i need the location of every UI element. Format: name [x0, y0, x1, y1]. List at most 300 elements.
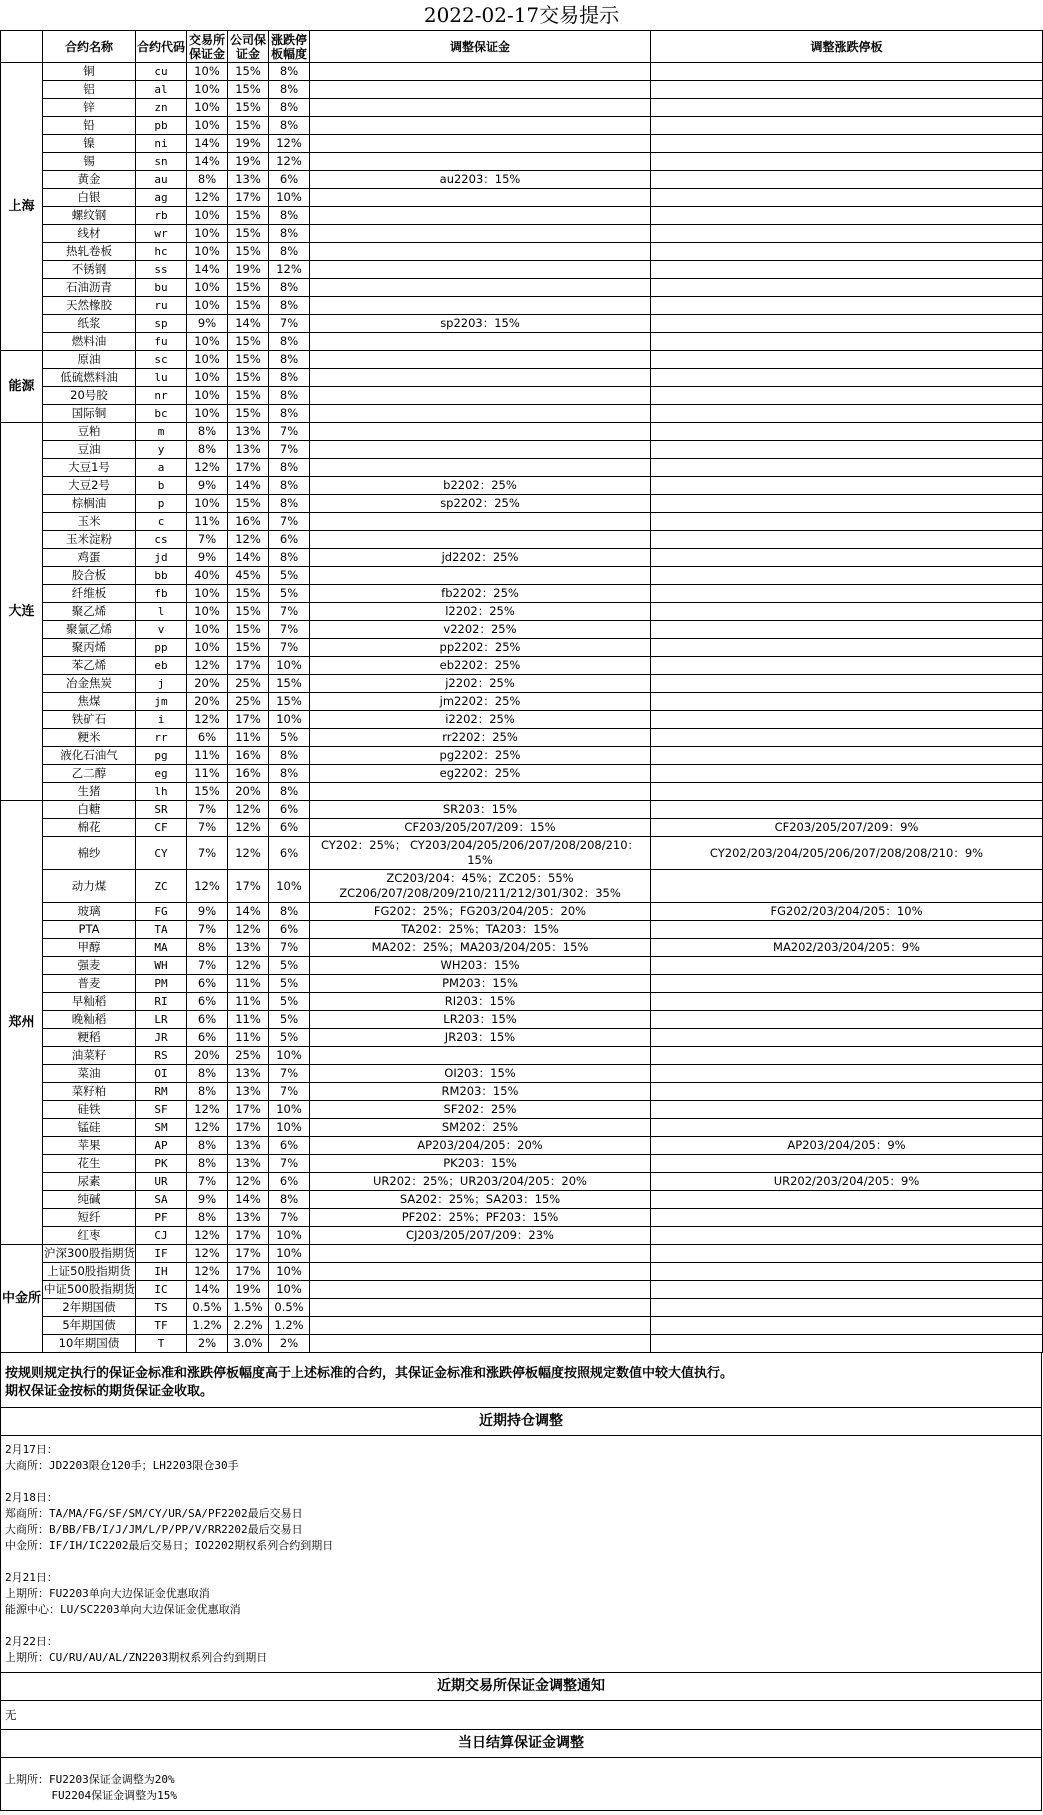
table-row — [1, 279, 1043, 297]
adjust-margin-cell — [310, 225, 651, 243]
contract-name-cell: 聚丙烯 — [43, 639, 136, 657]
table-row — [1, 1101, 1043, 1119]
exchange-margin-cell: 9% — [187, 315, 228, 333]
contract-code-cell: TF — [136, 1317, 187, 1335]
table-row — [1, 1281, 1043, 1299]
adjust-limit-cell — [651, 765, 1043, 783]
contract-code-cell: PK — [136, 1155, 187, 1173]
adjust-limit-cell — [651, 1281, 1043, 1299]
company-margin-cell: 45% — [228, 567, 269, 585]
position-adjust-date: 2月17日： — [5, 1443, 58, 1456]
limit-range-cell: 0.5% — [269, 1299, 310, 1317]
exchange-margin-cell: 12% — [187, 1263, 228, 1281]
table-row — [1, 387, 1043, 405]
exchange-margin-cell: 10% — [187, 369, 228, 387]
limit-range-cell: 8% — [269, 297, 310, 315]
position-adjust-title: 近期持仓调整 — [1, 1408, 1041, 1436]
contract-code-cell: sp — [136, 315, 187, 333]
contract-code-cell: hc — [136, 243, 187, 261]
adjust-limit-cell — [651, 1335, 1043, 1353]
limit-range-cell: 8% — [269, 279, 310, 297]
limit-range-cell: 8% — [269, 459, 310, 477]
contract-name-cell: 苯乙烯 — [43, 657, 136, 675]
contract-name-cell: 甲醇 — [43, 939, 136, 957]
contract-code-cell: FG — [136, 903, 187, 921]
adjust-margin-cell: PK203：15% — [310, 1155, 651, 1173]
adjust-margin-cell — [310, 333, 651, 351]
adjust-limit-cell: MA202/203/204/205：9% — [651, 939, 1043, 957]
contract-code-cell: IF — [136, 1245, 187, 1263]
adjust-limit-cell — [651, 1155, 1043, 1173]
limit-range-cell: 6% — [269, 1137, 310, 1155]
exchange-margin-cell: 12% — [187, 1101, 228, 1119]
company-margin-cell: 15% — [228, 621, 269, 639]
company-margin-cell: 2.2% — [228, 1317, 269, 1335]
contract-name-cell: 硅铁 — [43, 1101, 136, 1119]
company-margin-cell: 13% — [228, 423, 269, 441]
adjust-margin-cell — [310, 135, 651, 153]
adjust-margin-cell — [310, 405, 651, 423]
company-margin-cell: 15% — [228, 351, 269, 369]
adjust-limit-cell — [651, 747, 1043, 765]
contract-name-cell: 大豆2号 — [43, 477, 136, 495]
limit-range-cell: 5% — [269, 1011, 310, 1029]
adjust-limit-cell: FG202/203/204/205：10% — [651, 903, 1043, 921]
limit-range-cell: 8% — [269, 477, 310, 495]
adjust-margin-cell: fb2202：25% — [310, 585, 651, 603]
contract-name-cell: 石油沥青 — [43, 279, 136, 297]
table-row — [1, 747, 1043, 765]
exchange-margin-cell: 0.5% — [187, 1299, 228, 1317]
contract-code-cell: bb — [136, 567, 187, 585]
company-margin-cell: 13% — [228, 1083, 269, 1101]
adjust-limit-cell — [651, 993, 1043, 1011]
position-adjust-line: 大商所：JD2203限仓120手；LH2203限仓30手 — [5, 1459, 239, 1472]
company-margin-cell: 12% — [228, 1173, 269, 1191]
company-margin-cell: 15% — [228, 297, 269, 315]
company-margin-cell: 17% — [228, 189, 269, 207]
limit-range-cell: 5% — [269, 957, 310, 975]
limit-range-cell: 8% — [269, 369, 310, 387]
contract-code-cell: v — [136, 621, 187, 639]
adjust-margin-cell: TA202：25%；TA203：15% — [310, 921, 651, 939]
table-row — [1, 153, 1043, 171]
limit-range-cell: 8% — [269, 351, 310, 369]
contract-name-cell: 苹果 — [43, 1137, 136, 1155]
position-adjust-date: 2月18日： — [5, 1491, 58, 1504]
exchange-margin-cell: 14% — [187, 153, 228, 171]
table-body — [1, 63, 1043, 1353]
limit-range-cell: 6% — [269, 837, 310, 870]
contract-code-cell: i — [136, 711, 187, 729]
company-margin-cell: 25% — [228, 693, 269, 711]
contract-code-cell: MA — [136, 939, 187, 957]
margin-table — [0, 30, 1043, 1353]
table-row — [1, 171, 1043, 189]
adjust-margin-cell: WH203：15% — [310, 957, 651, 975]
limit-range-cell: 7% — [269, 315, 310, 333]
contract-code-cell: JR — [136, 1029, 187, 1047]
exchange-margin-cell: 7% — [187, 837, 228, 870]
exchange-margin-cell: 10% — [187, 621, 228, 639]
company-margin-cell: 11% — [228, 1029, 269, 1047]
contract-name-cell: 菜籽粕 — [43, 1083, 136, 1101]
exchange-margin-cell: 8% — [187, 1137, 228, 1155]
company-margin-cell: 14% — [228, 315, 269, 333]
adjust-margin-cell: SR203：15% — [310, 801, 651, 819]
exchange-margin-cell: 10% — [187, 333, 228, 351]
adjust-margin-cell — [310, 279, 651, 297]
contract-code-cell: pb — [136, 117, 187, 135]
contract-code-cell: ag — [136, 189, 187, 207]
header-contract-code: 合约代码 — [136, 31, 187, 63]
adjust-limit-cell — [651, 603, 1043, 621]
contract-code-cell: RS — [136, 1047, 187, 1065]
adjust-margin-cell: SM202：25% — [310, 1119, 651, 1137]
contract-code-cell: cs — [136, 531, 187, 549]
rule-note-line: 期权保证金按标的期货保证金收取。 — [5, 1384, 214, 1399]
table-row — [1, 423, 1043, 441]
adjust-limit-cell — [651, 975, 1043, 993]
contract-name-cell: 天然橡胶 — [43, 297, 136, 315]
contract-code-cell: RM — [136, 1083, 187, 1101]
exchange-margin-cell: 6% — [187, 993, 228, 1011]
position-adjust-line: 大商所：B/BB/FB/I/J/JM/L/P/PP/V/RR2202最后交易日 — [5, 1523, 303, 1536]
table-row — [1, 477, 1043, 495]
adjust-margin-cell — [310, 207, 651, 225]
adjust-limit-cell — [651, 351, 1043, 369]
contract-code-cell: rr — [136, 729, 187, 747]
adjust-limit-cell — [651, 225, 1043, 243]
company-margin-cell: 17% — [228, 1119, 269, 1137]
contract-code-cell: au — [136, 171, 187, 189]
adjust-limit-cell — [651, 1191, 1043, 1209]
adjust-margin-cell: SF202：25% — [310, 1101, 651, 1119]
exchange-margin-cell: 10% — [187, 63, 228, 81]
company-margin-cell: 3.0% — [228, 1335, 269, 1353]
table-row — [1, 837, 1043, 870]
adjust-limit-cell — [651, 621, 1043, 639]
contract-code-cell: ZC — [136, 870, 187, 903]
adjust-margin-cell — [310, 189, 651, 207]
adjust-margin-cell: CY202：25%； CY203/204/205/206/207/208/208/210：15% — [310, 837, 651, 870]
contract-code-cell: cu — [136, 63, 187, 81]
contract-code-cell: l — [136, 603, 187, 621]
company-margin-cell: 15% — [228, 495, 269, 513]
limit-range-cell: 15% — [269, 693, 310, 711]
contract-code-cell: sn — [136, 153, 187, 171]
contract-name-cell: 聚乙烯 — [43, 603, 136, 621]
company-margin-cell: 15% — [228, 639, 269, 657]
table-row — [1, 675, 1043, 693]
contract-code-cell: eb — [136, 657, 187, 675]
table-row — [1, 585, 1043, 603]
limit-range-cell: 5% — [269, 975, 310, 993]
exchange-margin-cell: 20% — [187, 675, 228, 693]
limit-range-cell: 6% — [269, 171, 310, 189]
adjust-limit-cell — [651, 585, 1043, 603]
adjust-margin-cell — [310, 531, 651, 549]
exchange-margin-cell: 10% — [187, 207, 228, 225]
adjust-margin-cell — [310, 81, 651, 99]
adjust-limit-cell: CY202/203/204/205/206/207/208/208/210：9% — [651, 837, 1043, 870]
adjust-limit-cell — [651, 1299, 1043, 1317]
page-title: 2022-02-17交易提示 — [423, 3, 620, 27]
adjust-limit-cell — [651, 81, 1043, 99]
limit-range-cell: 8% — [269, 549, 310, 567]
limit-range-cell: 8% — [269, 405, 310, 423]
company-margin-cell: 17% — [228, 1101, 269, 1119]
contract-name-cell: 上证50股指期货 — [43, 1263, 136, 1281]
company-margin-cell: 12% — [228, 957, 269, 975]
position-adjust-line: 上期所：CU/RU/AU/AL/ZN2203期权系列合约到期日 — [5, 1651, 268, 1664]
contract-name-cell: 菜油 — [43, 1065, 136, 1083]
limit-range-cell: 15% — [269, 675, 310, 693]
contract-name-cell: 锰硅 — [43, 1119, 136, 1137]
table-row — [1, 261, 1043, 279]
exchange-margin-cell: 12% — [187, 1119, 228, 1137]
settlement-adjust-title: 当日结算保证金调整 — [1, 1730, 1041, 1758]
contract-name-cell: 大豆1号 — [43, 459, 136, 477]
table-row — [1, 369, 1043, 387]
contract-code-cell: rb — [136, 207, 187, 225]
table-row — [1, 1047, 1043, 1065]
adjust-limit-cell — [651, 207, 1043, 225]
table-row — [1, 297, 1043, 315]
table-row — [1, 603, 1043, 621]
table-row — [1, 207, 1043, 225]
company-margin-cell: 12% — [228, 819, 269, 837]
company-margin-cell: 15% — [228, 387, 269, 405]
contract-code-cell: SM — [136, 1119, 187, 1137]
table-row — [1, 1083, 1043, 1101]
exchange-margin-cell: 10% — [187, 585, 228, 603]
contract-name-cell: 低硫燃料油 — [43, 369, 136, 387]
limit-range-cell: 7% — [269, 603, 310, 621]
exchange-margin-cell: 10% — [187, 279, 228, 297]
notes-section — [0, 1353, 1042, 1811]
contract-code-cell: al — [136, 81, 187, 99]
exchange-margin-cell: 9% — [187, 477, 228, 495]
company-margin-cell: 19% — [228, 153, 269, 171]
exchange-margin-cell: 9% — [187, 549, 228, 567]
table-row — [1, 921, 1043, 939]
contract-name-cell: 胶合板 — [43, 567, 136, 585]
contract-name-cell: 20号胶 — [43, 387, 136, 405]
contract-code-cell: nr — [136, 387, 187, 405]
table-row — [1, 801, 1043, 819]
company-margin-cell: 17% — [228, 1263, 269, 1281]
contract-name-cell: 粳稻 — [43, 1029, 136, 1047]
company-margin-cell: 17% — [228, 711, 269, 729]
exchange-margin-cell: 14% — [187, 261, 228, 279]
contract-name-cell: 油菜籽 — [43, 1047, 136, 1065]
table-row — [1, 63, 1043, 81]
adjust-limit-cell — [651, 153, 1043, 171]
company-margin-cell: 12% — [228, 837, 269, 870]
company-margin-cell: 15% — [228, 405, 269, 423]
adjust-margin-cell: PM203：15% — [310, 975, 651, 993]
adjust-limit-cell — [651, 1101, 1043, 1119]
adjust-margin-cell: jm2202：25% — [310, 693, 651, 711]
contract-name-cell: 尿素 — [43, 1173, 136, 1191]
contract-code-cell: y — [136, 441, 187, 459]
exchange-margin-cell: 8% — [187, 1155, 228, 1173]
header-exchange — [1, 31, 43, 63]
company-margin-cell: 17% — [228, 1245, 269, 1263]
contract-name-cell: 铝 — [43, 81, 136, 99]
table-row — [1, 657, 1043, 675]
adjust-limit-cell — [651, 1263, 1043, 1281]
adjust-margin-cell — [310, 297, 651, 315]
contract-code-cell: fu — [136, 333, 187, 351]
position-adjust-line: 上期所：FU2203单向大边保证金优惠取消 — [5, 1587, 210, 1600]
table-row — [1, 693, 1043, 711]
contract-name-cell: PTA — [43, 921, 136, 939]
contract-name-cell: 鸡蛋 — [43, 549, 136, 567]
exchange-margin-cell: 7% — [187, 1173, 228, 1191]
contract-name-cell: 沪深300股指期货 — [43, 1245, 136, 1263]
contract-name-cell: 强麦 — [43, 957, 136, 975]
limit-range-cell: 10% — [269, 1101, 310, 1119]
exchange-margin-cell: 10% — [187, 351, 228, 369]
adjust-limit-cell — [651, 495, 1043, 513]
contract-name-cell: 不锈钢 — [43, 261, 136, 279]
settlement-adjust-line: FU2204保证金调整为15% — [5, 1789, 177, 1802]
contract-name-cell: 花生 — [43, 1155, 136, 1173]
exchange-margin-cell: 20% — [187, 1047, 228, 1065]
table-row — [1, 189, 1043, 207]
exchange-margin-cell: 11% — [187, 513, 228, 531]
exchange-margin-cell: 10% — [187, 387, 228, 405]
company-margin-cell: 13% — [228, 1137, 269, 1155]
adjust-margin-cell: SA202：25%；SA203：15% — [310, 1191, 651, 1209]
adjust-margin-cell — [310, 369, 651, 387]
table-row — [1, 495, 1043, 513]
adjust-limit-cell — [651, 369, 1043, 387]
adjust-margin-cell: CF203/205/207/209：15% — [310, 819, 651, 837]
adjust-margin-cell — [310, 423, 651, 441]
table-row — [1, 903, 1043, 921]
exchange-margin-cell: 12% — [187, 1245, 228, 1263]
adjust-limit-cell — [651, 957, 1043, 975]
contract-name-cell: 玉米淀粉 — [43, 531, 136, 549]
limit-range-cell: 5% — [269, 729, 310, 747]
adjust-limit-cell — [651, 1119, 1043, 1137]
contract-name-cell: 玻璃 — [43, 903, 136, 921]
adjust-margin-cell: au2203：15% — [310, 171, 651, 189]
adjust-margin-cell: pp2202：25% — [310, 639, 651, 657]
exchange-margin-cell: 10% — [187, 81, 228, 99]
company-margin-cell: 12% — [228, 801, 269, 819]
table-row — [1, 117, 1043, 135]
exchange-margin-cell: 6% — [187, 1011, 228, 1029]
adjust-margin-cell: eg2202：25% — [310, 765, 651, 783]
exchange-margin-cell: 12% — [187, 657, 228, 675]
contract-name-cell: 液化石油气 — [43, 747, 136, 765]
table-row — [1, 1263, 1043, 1281]
company-margin-cell: 15% — [228, 585, 269, 603]
contract-code-cell: SR — [136, 801, 187, 819]
contract-name-cell: 原油 — [43, 351, 136, 369]
adjust-margin-cell: i2202：25% — [310, 711, 651, 729]
limit-range-cell: 8% — [269, 1191, 310, 1209]
adjust-limit-cell — [651, 423, 1043, 441]
company-margin-cell: 11% — [228, 729, 269, 747]
exchange-margin-cell: 7% — [187, 801, 228, 819]
table-row — [1, 939, 1043, 957]
adjust-limit-cell — [651, 639, 1043, 657]
table-row — [1, 243, 1043, 261]
adjust-margin-cell: OI203：15% — [310, 1065, 651, 1083]
contract-name-cell: 铁矿石 — [43, 711, 136, 729]
contract-name-cell: 生猪 — [43, 783, 136, 801]
table-row — [1, 459, 1043, 477]
table-row — [1, 765, 1043, 783]
contract-code-cell: jd — [136, 549, 187, 567]
adjust-limit-cell — [651, 135, 1043, 153]
company-margin-cell: 15% — [228, 99, 269, 117]
limit-range-cell: 10% — [269, 1047, 310, 1065]
position-adjust-date: 2月22日： — [5, 1635, 58, 1648]
adjust-limit-cell — [651, 189, 1043, 207]
exchange-margin-cell: 7% — [187, 531, 228, 549]
table-row — [1, 819, 1043, 837]
adjust-limit-cell — [651, 279, 1043, 297]
exchange-margin-cell: 10% — [187, 99, 228, 117]
company-margin-cell: 15% — [228, 369, 269, 387]
contract-code-cell: LR — [136, 1011, 187, 1029]
exchange-margin-cell: 7% — [187, 957, 228, 975]
exchange-margin-cell: 14% — [187, 1281, 228, 1299]
adjust-limit-cell — [651, 729, 1043, 747]
contract-name-cell: 动力煤 — [43, 870, 136, 903]
limit-range-cell: 12% — [269, 153, 310, 171]
contract-code-cell: PF — [136, 1209, 187, 1227]
adjust-margin-cell — [310, 1263, 651, 1281]
adjust-margin-cell — [310, 387, 651, 405]
table-row — [1, 405, 1043, 423]
table-row — [1, 783, 1043, 801]
adjust-margin-cell: sp2202：25% — [310, 495, 651, 513]
limit-range-cell: 8% — [269, 81, 310, 99]
exchange-group-label: 郑州 — [1, 801, 43, 1245]
contract-name-cell: 豆粕 — [43, 423, 136, 441]
limit-range-cell: 5% — [269, 567, 310, 585]
company-margin-cell: 25% — [228, 1047, 269, 1065]
table-row — [1, 711, 1043, 729]
company-margin-cell: 15% — [228, 117, 269, 135]
limit-range-cell: 8% — [269, 225, 310, 243]
header-contract-name: 合约名称 — [43, 31, 136, 63]
company-margin-cell: 11% — [228, 993, 269, 1011]
table-row — [1, 957, 1043, 975]
adjust-margin-cell — [310, 441, 651, 459]
adjust-margin-cell: JR203：15% — [310, 1029, 651, 1047]
adjust-margin-cell: eb2202：25% — [310, 657, 651, 675]
header-company-margin: 公司保证金 — [228, 31, 269, 63]
contract-code-cell: TA — [136, 921, 187, 939]
adjust-margin-cell: MA202：25%；MA203/204/205：15% — [310, 939, 651, 957]
settlement-adjust-body — [1, 1758, 1041, 1810]
limit-range-cell: 10% — [269, 1281, 310, 1299]
position-adjust-body — [1, 1436, 1041, 1673]
position-adjust-group — [5, 1570, 1037, 1618]
limit-range-cell: 6% — [269, 921, 310, 939]
exchange-margin-cell: 10% — [187, 117, 228, 135]
table-header-row — [1, 31, 1043, 63]
company-margin-cell: 13% — [228, 1065, 269, 1083]
